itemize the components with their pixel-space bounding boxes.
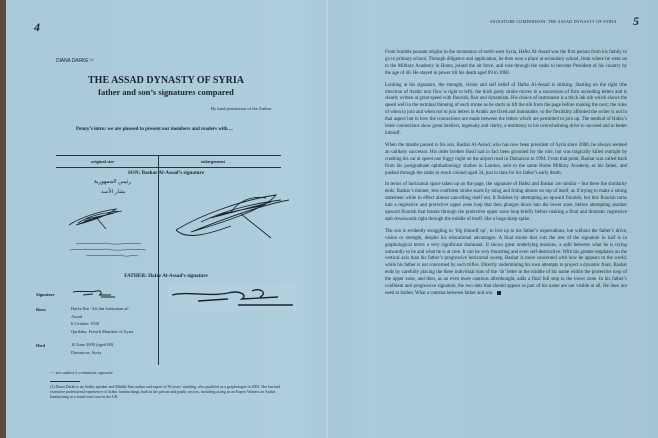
body-paragraph: In terms of horizontal space taken up on the page, the signature of Hafez and Bashar are similar – but there the similarity ends. Bashar’s thinner, less confident stroke starts by toing and froing almost on top of itself, as if trying to make a strong statement while in effect almost cancelling itself out. It finishes by attempting an upward flourish, but this flourish turns into a regressive and protective upper zone loop that then plunges down into the lower zone, before attempting another upward flourish that breaks through the protective upper zone loop briefly before making a final and dramatic regressive stab downwards right through the middle of itself, like a huge sharp spike.: [385, 182, 627, 222]
son-heading: SON: Bashar Al-Assad’s signature: [127, 170, 205, 176]
article-subtitle: father and son’s signatures compared: [98, 87, 234, 97]
article-title: THE ASSAD DYNASTY OF SYRIA: [88, 75, 244, 86]
article-body: [385, 50, 627, 303]
hafez-signature-enlarged: [168, 283, 296, 311]
born-line: 6 October 1930: [71, 321, 99, 326]
born-label: Born: [36, 307, 46, 312]
died-label: Died: [36, 343, 45, 348]
see-opposite-note: -> see author’s comments opposite: [50, 370, 113, 375]
born-line: Assad: [71, 313, 82, 319]
died-line: 10 June 2000 (aged 69): [71, 342, 114, 347]
died-line: Damascus, Syria: [71, 349, 102, 355]
table-top-rule: [56, 155, 281, 156]
body-paragraph: [385, 229, 627, 298]
permission-note: By kind permission of the Author: [211, 106, 272, 111]
hafez-signature-small: [71, 287, 116, 299]
intro-line: Penny’s intro: we are pleased to present our members and readers with ...: [76, 127, 233, 132]
table-header-rule: [56, 167, 281, 168]
column-header-enlargement: enlargement: [201, 159, 225, 164]
author-byline: DIANA DARKE ⁽¹⁾: [56, 58, 94, 64]
page-number-right: 5: [633, 14, 639, 28]
left-page: [6, 0, 326, 438]
page-number-left: 4: [34, 20, 40, 34]
signature-label: Signature: [36, 292, 55, 297]
body-paragraph-text: The son is evidently struggling to ‘big himself up’, to live up to his father’s expectations, but without the father’s drive, vision or strength, despite his educational advantages. A final stroke that cuts the rest of the signature in half is in graphological terms a very significant dominant. It shows great underlying tensions, a split between what he is trying outwardly to be and what he is at core. It can be very thwarting and even self-destructive. With his greater emphasis on the vertical axis than his father’s progressive horizontal sweep, Bashar is more concerned with how he appears to the world, while his father is not concerned by such trifles. Directly undermining his own attempts to project a dynamic front, Bashar ends by carefully placing the three individual dots of the ‘sh’ letter in the middle of his name within the protective loop of the upper zone, and then, as an even more cautious afterthought, adds a final full stop in the lower zone. In his father’s confident and progressive signature, the two dots that should appear as part of his name are not visible at all. He does not need to bother. What a contrast between father and son.: [385, 228, 627, 297]
arabic-handwritten-note: [66, 240, 151, 262]
footnote: (1) Diana Darke is an Arabic speaker and Middle East author and expert of 30 years’ standing, who qualified as a graphologist in 2002. She has had extensive professional experience of Arabic handwritings, both in the private and public sectors, including acting as an Expert Witness on Arabic handwriting in a fraud court case in the UK.: [50, 385, 280, 400]
running-head: SIGNATURE COMPARISON: THE ASSAD DYNASTY OF SYRIA: [490, 19, 617, 24]
right-page: [330, 0, 658, 438]
born-details: [71, 305, 133, 335]
born-line: Hafez Ibn ‘Ali ibn Sulayman al-: [71, 306, 130, 311]
footnote-rule: [50, 381, 80, 382]
body-paragraph: Looking at his signature, the strength, vision and self belief of Hafez Al-Assad is striking. Starting on the right (the direction of Arabic text flow is right to left), the thick pasty stroke moves in a succession of firm ascending letters and is clearly written at great speed with flourish, flair and dynamism. His choice of instrument is a thick ink nib which shows the speed well in the terminal thinning of each stroke as he starts to lift the nib from the page before making the next; the rules of when to join and when not to join letters in Arabic are fixed and immutable, so the flexibility afforded the writer is not in that aspect but in how the connections are made between the letters which are permitted to join up. The method of Hafez’s letter connections show great intellect, ingenuity and clarity, a testimony to his overwhelming drive to succeed and to better himself.: [385, 82, 627, 136]
body-paragraph: When the mantle passed to his son, Bashar Al-Assad, who has now been president of Syria since 2000, he always seemed an unlikely successor. His older brother Basil had in fact been groomed for the role, but was tragically killed outright by crashing his car at speed one foggy night on the airport road in Damascus in 1994. From that point, Bashar was called back from his postgraduate ophthalmology studies in London, sent to the same Homs Military Academy as his father, and pushed through the ranks to reach colonel aged 34, just in time for his father’s early death.: [385, 142, 627, 176]
book-gutter: [326, 0, 328, 438]
son-arabic-title: رئيس الجمهورية: [94, 179, 132, 185]
born-line: Qardaha, French Mandate of Syria: [71, 328, 134, 334]
bashar-signature-small: [66, 205, 126, 233]
father-heading: FATHER: Hafez Al-Assad’s signature: [124, 273, 208, 279]
son-arabic-name: بشار الأسد: [101, 189, 126, 195]
bashar-signature-enlarged: [171, 190, 291, 245]
column-header-original: original size: [91, 159, 115, 164]
died-details: [71, 341, 113, 356]
end-mark-icon: [497, 291, 501, 295]
body-paragraph: From humble peasant origins in the mountains of north-west Syria, Hafez Al-Assad was the first person from his family to go to primary school. Through diligence and application, he then won a place at secondary school, from where he went on to the Military Academy in Homs, joined the air force, and rose through the ranks to become President of his country by the age of 40. He stayed in power till his death aged 69 in 2000.: [385, 50, 627, 76]
table-column-divider: [158, 155, 159, 365]
